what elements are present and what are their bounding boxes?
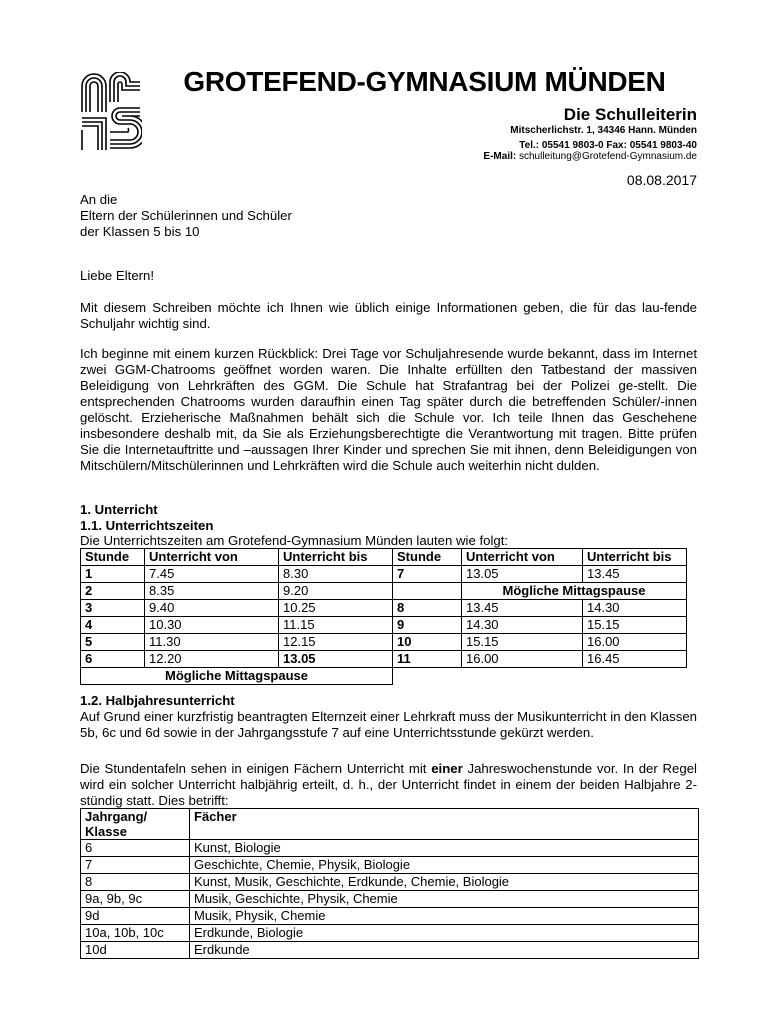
- cell: 10d: [81, 942, 190, 959]
- cell: 16.00: [462, 651, 583, 668]
- cell: 9.20: [279, 583, 393, 600]
- text-run-bold: einer: [431, 761, 463, 776]
- recipient-line: Eltern der Schülerinnen und Schüler: [80, 208, 292, 223]
- table-row: [81, 583, 687, 600]
- header-cell: Unterricht von: [145, 549, 279, 566]
- cell: 1: [81, 566, 145, 583]
- school-address: Mitscherlichstr. 1, 34346 Hann. Münden: [510, 125, 697, 136]
- cell: 9a, 9b, 9c: [81, 891, 190, 908]
- table-row: [81, 857, 699, 874]
- cell: 2: [81, 583, 145, 600]
- cell: 10.25: [279, 600, 393, 617]
- cell: 13.45: [583, 566, 687, 583]
- cell: 11.30: [145, 634, 279, 651]
- cell: 11: [393, 651, 462, 668]
- table-header-row: [81, 549, 687, 566]
- cell: 10a, 10b, 10c: [81, 925, 190, 942]
- cell: Erdkunde: [190, 942, 699, 959]
- cell: 8.30: [279, 566, 393, 583]
- cell: 14.30: [583, 600, 687, 617]
- subjects-table: [80, 808, 699, 959]
- email-label: E-Mail:: [483, 151, 517, 162]
- school-phone: Tel.: 05541 9803-0 Fax: 05541 9803-40: [519, 140, 697, 151]
- office-title: Die Schulleiterin: [563, 105, 697, 124]
- school-email-line: [483, 151, 697, 162]
- cell: 8.35: [145, 583, 279, 600]
- cell: Musik, Physik, Chemie: [190, 908, 699, 925]
- cell: 3: [81, 600, 145, 617]
- text-run: Jahreswochenstunde vor. In der Regel wird ein solcher Unterricht halbjährig erteilt, d. h., der Unterricht findet in einem der beiden Halbjahre 2-stündig statt. Dies betrifft:: [80, 761, 697, 808]
- header-cell: Stunde: [393, 549, 462, 566]
- table-row: [81, 617, 687, 634]
- cell: 7: [81, 857, 190, 874]
- cell: 6: [81, 840, 190, 857]
- cell: 8: [393, 600, 462, 617]
- cell: 14.30: [462, 617, 583, 634]
- cell: 4: [81, 617, 145, 634]
- table-row: [81, 908, 699, 925]
- recipient-block: [80, 192, 697, 240]
- cell: Kunst, Biologie: [190, 840, 699, 857]
- cell: 16.45: [583, 651, 687, 668]
- cell: 13.05: [279, 651, 393, 668]
- cell: 10: [393, 634, 462, 651]
- halbjahr-paragraph: Auf Grund einer kurzfristig beantragten Elternzeit einer Lehrkraft muss der Musikunterricht in den Klassen 5b, 6c und 6d sowie in der Jahrgangsstufe 7 auf eine Unterrichtsstunde gekürzt werden.: [80, 709, 697, 740]
- cell: Erdkunde, Biologie: [190, 925, 699, 942]
- intro-paragraph: Mit diesem Schreiben möchte ich Ihnen wie üblich einige Informationen geben, die für das lau-fende Schuljahr wichtig sind.: [80, 300, 697, 331]
- cell: [393, 583, 462, 600]
- cell: 13.05: [462, 566, 583, 583]
- cell: 15.15: [462, 634, 583, 651]
- text-run: Die Stundentafeln sehen in einigen Fächern Unterricht mit: [80, 761, 432, 776]
- cell: 16.00: [583, 634, 687, 651]
- recipient-line: An die: [80, 192, 118, 207]
- zeiten-intro: Die Unterrichtszeiten am Grotefend-Gymnasium Münden lauten wie folgt:: [80, 533, 509, 548]
- table-row: [81, 874, 699, 891]
- section-heading-unterricht: 1. Unterricht: [80, 502, 158, 517]
- cell: Geschichte, Chemie, Physik, Biologie: [190, 857, 699, 874]
- header-cell: Unterricht bis: [279, 549, 393, 566]
- cell: 7: [393, 566, 462, 583]
- cell: 11.15: [279, 617, 393, 634]
- cell: Musik, Geschichte, Physik, Chemie: [190, 891, 699, 908]
- empty-cell: [393, 668, 687, 685]
- cell: 8: [81, 874, 190, 891]
- salutation: Liebe Eltern!: [80, 268, 155, 283]
- table-row: [81, 942, 699, 959]
- cell: 5: [81, 634, 145, 651]
- table-header-row: [81, 809, 699, 840]
- table-row: [81, 600, 687, 617]
- cell: 10.30: [145, 617, 279, 634]
- cell: 6: [81, 651, 145, 668]
- table-row: [81, 891, 699, 908]
- cell: Kunst, Musik, Geschichte, Erdkunde, Chemie, Biologie: [190, 874, 699, 891]
- header-cell: Unterricht bis: [583, 549, 687, 566]
- cell: 9d: [81, 908, 190, 925]
- lunch-break-cell: Mögliche Mittagspause: [462, 583, 687, 600]
- header-cell: Jahrgang/ Klasse: [81, 809, 190, 840]
- cell: 12.20: [145, 651, 279, 668]
- table-row: [81, 840, 699, 857]
- cell: 13.45: [462, 600, 583, 617]
- cell: 9: [393, 617, 462, 634]
- subsection-heading-zeiten: 1.1. Unterrichtszeiten: [80, 518, 214, 533]
- cell: 12.15: [279, 634, 393, 651]
- email-address[interactable]: schulleitung@Grotefend-Gymnasium.de: [518, 151, 697, 162]
- school-logo: [80, 72, 142, 152]
- subsection-heading-halbjahr: 1.2. Halbjahresunterricht: [80, 693, 235, 708]
- letter-date: 08.08.2017: [626, 172, 697, 188]
- timetable: [80, 548, 687, 685]
- table-row: [81, 651, 687, 668]
- school-name: GROTEFEND-GYMNASIUM MÜNDEN: [183, 66, 666, 97]
- cell: 7.45: [145, 566, 279, 583]
- table-row: [81, 925, 699, 942]
- cell: 9.40: [145, 600, 279, 617]
- review-paragraph: Ich beginne mit einem kurzen Rückblick: Drei Tage vor Schuljahresende wurde bekannt, dass im Internet zwei GGM-Chatrooms geöffnet worden waren. Die Inhalte erfüllten den Tatbestand der massiven Beleidigung von Lehrkräften des GGM. Die Schule hat Strafantrag bei der Polizei ge-stellt. Die entsprechenden Chatrooms wurden daraufhin einen Tag später durch die betreffenden Schüler/-innen gelöscht. Erzieherische Maßnahmen behält sich die Schule vor. Ich teile Ihnen das Geschehene insbesondere deshalb mit, da Sie als Erziehungsberechtigte die Verantwortung mit tragen. Bitte prüfen Sie die Internetauftritte und –aussagen Ihrer Kinder und sprechen Sie mit ihnen, denn Beleidigungen von Mitschülern/Mitschülerinnen und Lehrkräften wird die Schule auch weiterhin nicht dulden.: [80, 346, 697, 473]
- header-cell: Stunde: [81, 549, 145, 566]
- table-row: [81, 566, 687, 583]
- recipient-line: der Klassen 5 bis 10: [80, 224, 200, 239]
- lunch-break-cell: Mögliche Mittagspause: [81, 668, 393, 685]
- header-cell: Fächer: [190, 809, 699, 840]
- cell: 15.15: [583, 617, 687, 634]
- table-row: [81, 668, 687, 685]
- halbjahr-paragraph-2: [80, 761, 697, 809]
- header-cell: Unterricht von: [462, 549, 583, 566]
- table-row: [81, 634, 687, 651]
